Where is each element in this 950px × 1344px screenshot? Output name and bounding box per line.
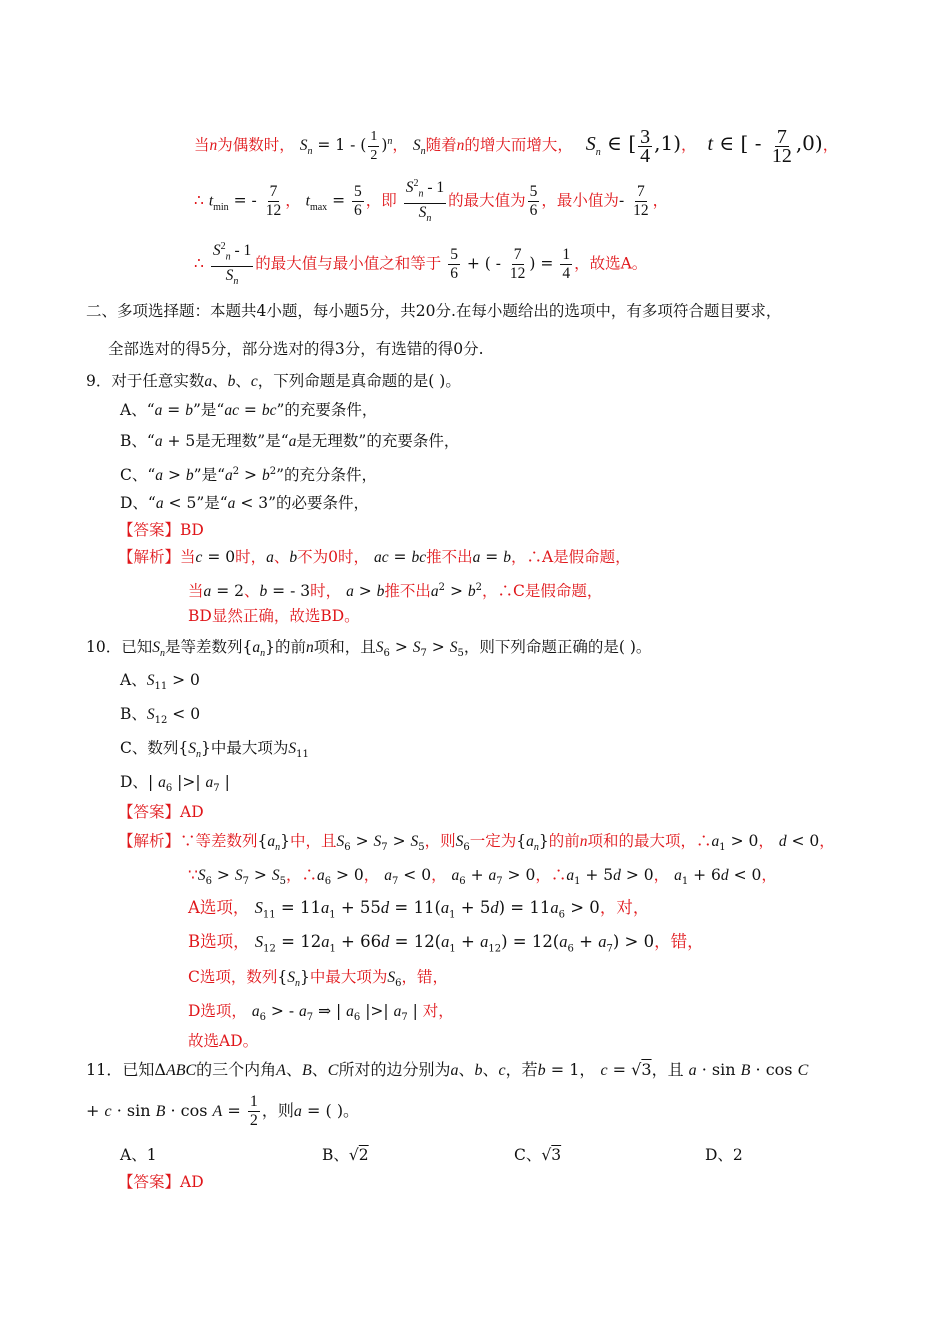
solution-line-2: ∴ $t_{min}$ = - $\frac{7}{12}$ ， $t_{max}$ = $\frac{5}{6}$ ，即 $\frac{S^2_n - 1}{S_n}$ 的最大值为 $\frac{5}{6}$ ，最小值为- $\frac{7}{12}$ ， — [194, 175, 668, 221]
q11-option-b: B、√2 — [322, 1146, 369, 1164]
q11-stem: 11．已知ΔABC的三个内角A、B、C所对的边分别为a、b、c，若b = 1， c = √3，且 a · sin B · cos C — [86, 1060, 809, 1079]
solution-line-1: 当n为偶数时， $S_n = 1$ - ( $\frac{1}{2}$ )$^n$， $S_n$随着n的增大而增大， $S_n$ ∈ [ $\frac{3}{4}$ ,1)， t ∈ [ - $\frac{7}{12}$ ,0)， — [194, 125, 839, 167]
q10-analysis-6: D选项， $a_6$ > - $a_7$ ⇒ | $a_6$ |>| $a_7$ | 对， — [188, 1002, 454, 1024]
q10-analysis-2: $\because S_6 > S_7 > S_5$，$\therefore a_6 > 0$， $a_7 < 0$， $a_6 + a_7 > 0$，$\therefore a_1 + 5d > 0$， $a_1 + 6d < 0$， — [188, 866, 777, 888]
q11-stem-2: + c · sin B · cos A = $\frac{1}{2}$ ，则a = ( )。 — [86, 1093, 360, 1129]
q10-analysis-4: B选项， $S_{12} = 12a_1 + 66d = 12(a_1 + a_{12}) = 12(a_6 + a_7) > 0$，错， — [188, 932, 704, 955]
q9-stem: 9．对于任意实数a、b、c，下列命题是真命题的是( )。 — [86, 372, 461, 390]
q9-analysis-1: 【解析】当c = 0时，a、b不为0时， ac = bc推不出a = b，∴A是假命题， — [118, 548, 631, 566]
q10-analysis-5: C选项，数列$\{S_n\}$中最大项为$S_6$，错， — [188, 968, 449, 990]
section-heading-2: 全部选对的得5分，部分选对的得3分，有选错的得0分. — [108, 340, 484, 358]
q9-analysis-3: BD显然正确，故选BD。 — [188, 607, 360, 625]
q10-analysis-3: A选项， $S_{11} = 11a_1 + 55d = 11(a_1 + 5d) = 11a_6 > 0$，对， — [188, 898, 650, 921]
q11-option-d: D、2 — [705, 1146, 743, 1164]
q10-option-b: B、$S_{12} < 0$ — [120, 705, 201, 727]
section-heading: 二、多项选择题：本题共4小题，每小题5分，共20分.在每小题给出的选项中，有多项符合题目要求， — [86, 302, 782, 320]
q10-stem: 10．已知$S_n$是等差数列$\{a_n\}$的前n项和，且$S_6 > S_7 > S_5$，则下列命题正确的是( )。 — [86, 638, 652, 660]
q10-analysis-7: 故选AD。 — [188, 1032, 259, 1050]
q9-option-d: D、“a < 5”是“a < 3”的必要条件， — [120, 494, 370, 512]
q9-option-a: A、“a = b”是“ac = bc”的充要条件， — [120, 401, 378, 419]
q9-option-b: B、“a + 5是无理数”是“a是无理数”的充要条件， — [120, 432, 460, 450]
q9-analysis-2: 当a = 2、b = - 3时， a > b推不出$a^2 > b^2$，∴C是假命题， — [188, 582, 603, 601]
q10-option-d: D、| $a_6$ |>| $a_7$ | — [120, 773, 230, 795]
q10-analysis-1: 【解析】∵等差数列$\{a_n\}$中，且$S_6 > S_7 > S_5$，则$S_6$一定为$\{a_n\}$的前n项和的最大项，$\therefore a_1 > 0$， d < 0， — [118, 832, 835, 854]
q9-option-c: C、“a > b”是“$a^2 > b^2$”的充分条件， — [120, 466, 378, 485]
q10-option-a: A、$S_{11} > 0$ — [120, 671, 200, 693]
q10-answer: 【答案】AD — [118, 803, 204, 821]
q11-option-c: C、√3 — [514, 1146, 562, 1164]
q11-answer: 【答案】AD — [118, 1173, 204, 1191]
q9-answer: 【答案】BD — [118, 521, 204, 539]
q10-option-c: C、数列$\{S_n\}$中最大项为$S_{11}$ — [120, 739, 309, 761]
q11-option-a: A、1 — [120, 1146, 157, 1164]
solution-line-3: ∴ $\frac{S^2_n - 1}{S_n}$ 的最大值与最小值之和等于 $\frac{5}{6}$ + ( - $\frac{7}{12}$ ) = $\frac{1}{4}$ ，故选A。 — [194, 238, 647, 284]
